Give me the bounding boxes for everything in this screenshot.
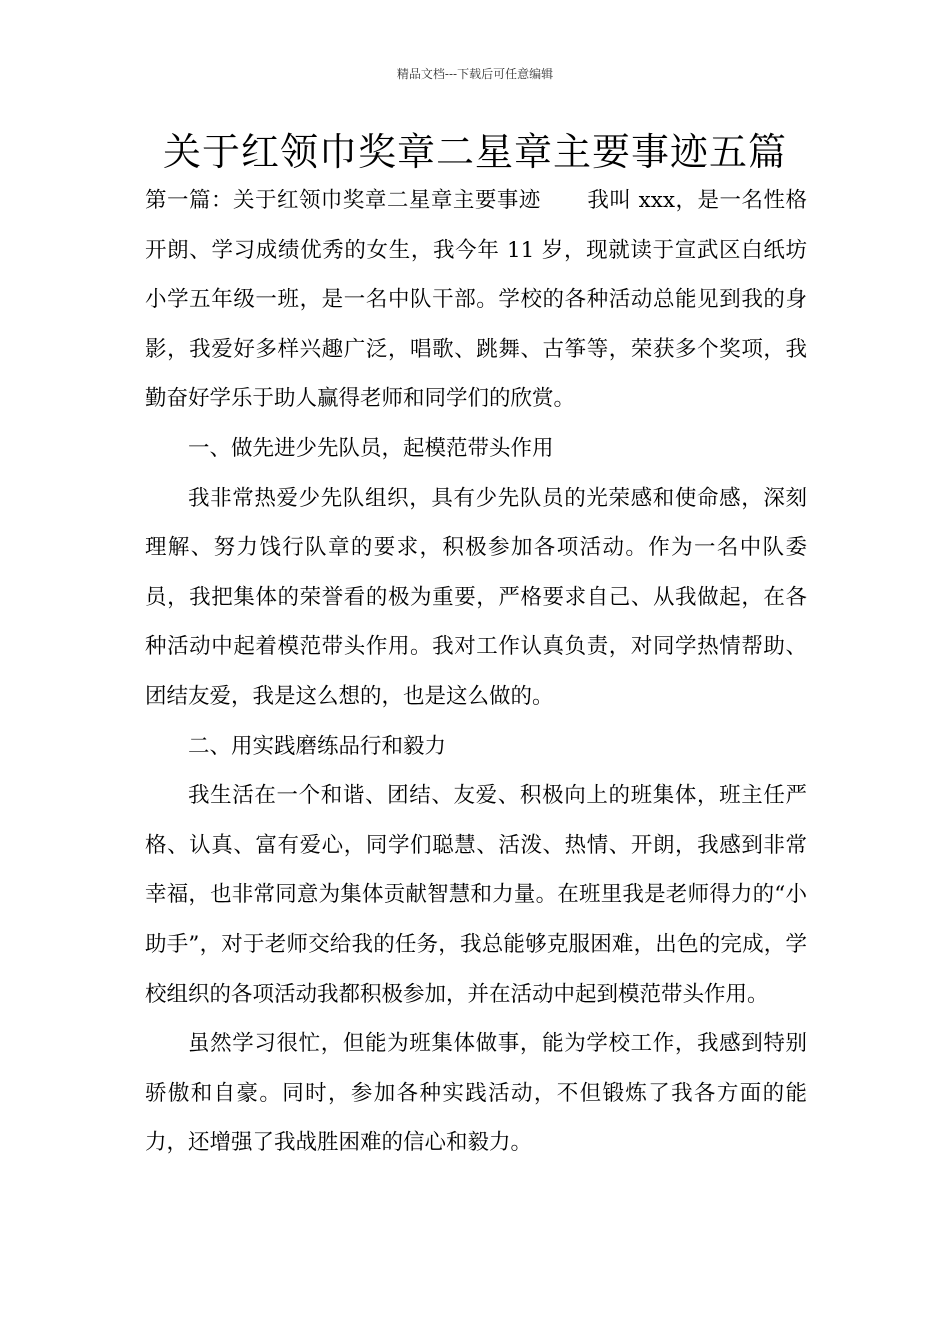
section-heading-2: 二、用实践磨练品行和毅力	[188, 733, 447, 759]
paragraph-intro-lead: 第一篇：关于红领巾奖章二星章主要事迹	[145, 188, 541, 213]
paragraph-2: 我非常热爱少先队组织，具有少先队员的光荣感和使命感，深刻理解、努力饯行队章的要求，积极参加各项活动。作为一名中队委员，我把集体的荣誉看的极为重要，严格要求自己、从我做起，在各种活动中起着模范带头作用。我对工作认真负责，对同学热情帮助、团结友爱，我是这么想的，也是这么做的。	[145, 485, 807, 709]
section-heading-1: 一、做先进少先队员，起模范带头作用	[188, 435, 554, 461]
header-note: 精品文档---下载后可任意编辑	[396, 67, 554, 81]
document-title: 关于红领巾奖章二星章主要事迹五篇	[162, 130, 787, 174]
paragraph-intro-text: 我叫 xxx，是一名性格开朗、学习成绩优秀的女生，我今年 11 岁，现就读于宣武区白纸坊小学五年级一班，是一名中队干部。学校的各种活动总能见到我的身影，我爱好多样兴趣广泛，唱歌、跳舞、古筝等，荣获多个奖项，我勤奋好学乐于助人赢得老师和同学们的欣赏。	[145, 188, 807, 412]
paragraph-intro	[145, 176, 807, 424]
paragraph-5: 虽然学习很忙，但能为班集体做事，能为学校工作，我感到特别骄傲和自豪。同时，参加各种实践活动，不但锻炼了我各方面的能力，还增强了我战胜困难的信心和毅力。	[145, 1031, 807, 1156]
document-body	[145, 176, 807, 1168]
paragraph-4: 我生活在一个和谐、团结、友爱、积极向上的班集体，班主任严格、认真、富有爱心，同学们聪慧、活泼、热情、开朗，我感到非常幸福，也非常同意为集体贡献智慧和力量。在班里我是老师得力的“小助手”，对于老师交给我的任务，我总能够克服困难，出色的完成，学校组织的各项活动我都积极参加，并在活动中起到模范带头作用。	[145, 783, 807, 1007]
